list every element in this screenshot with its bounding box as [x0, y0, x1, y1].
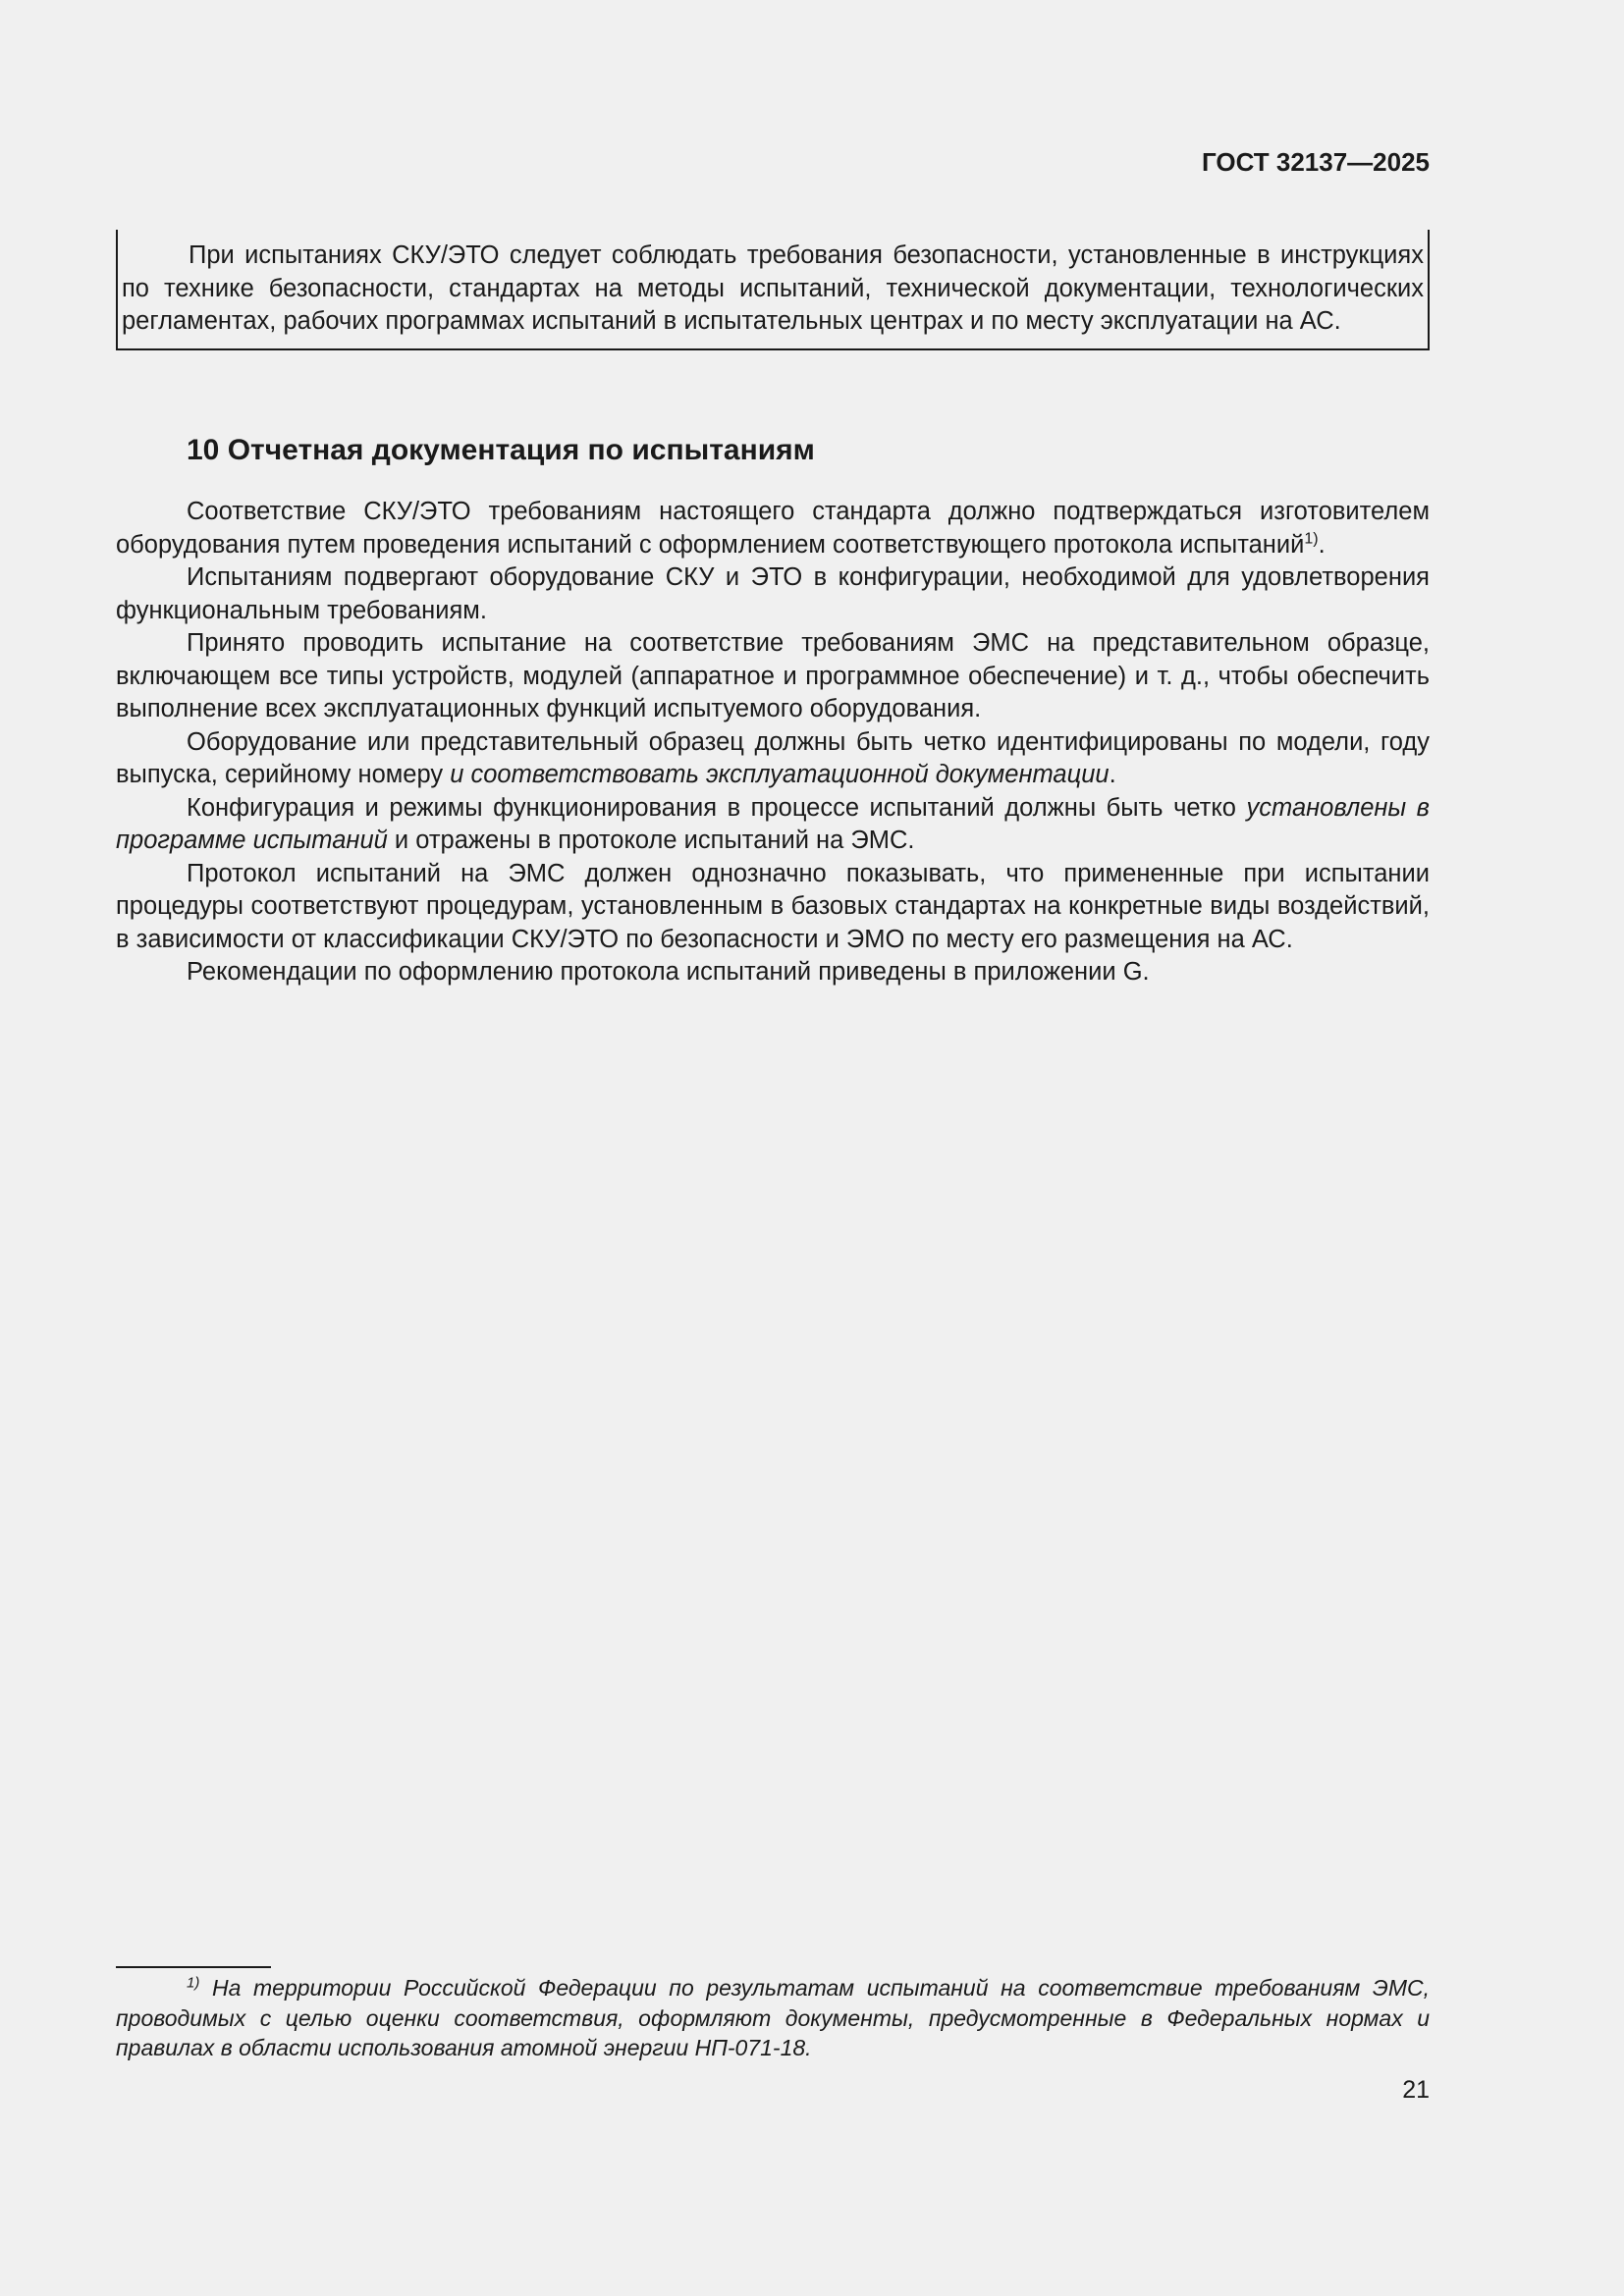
paragraph-4-end: .: [1109, 761, 1116, 788]
document-code-header: ГОСТ 32137—2025: [1202, 147, 1430, 177]
paragraph-4-start: Оборудование или представительный образец должны быть четко идентифицированы по модели, году выпуска, серийному номеру: [116, 727, 1430, 788]
boxed-note-text: При испытаниях СКУ/ЭТО следует соблюдать требования безопасности, установленные в инструкциях по технике безопасности, стандартах на методы испытаний, технической документации, технологических регламентах, рабочих программах испытаний в испытательных центрах и по месту эксплуатации на АС.: [122, 241, 1424, 335]
paragraph-6: Протокол испытаний на ЭМС должен однозначно показывать, что примененные при испытании процедуры соответствуют процедурам, установленным в базовых стандартах на конкретные виды воздействий, в зависимости от классификации СКУ/ЭТО по безопасности и ЭМО по месту его размещения на АС.: [116, 859, 1430, 953]
footnote-reference: 1): [1304, 530, 1319, 547]
paragraph-3: Принято проводить испытание на соответствие требованиям ЭМС на представительном образце, включающем все типы устройств, модулей (аппаратное и программное обеспечение) и т. д., чтобы обеспечить выполнение всех эксплуатационных функций испытуемого оборудования.: [116, 629, 1430, 722]
section-title: 10 Отчетная документация по испытаниям: [187, 434, 815, 466]
footnote: [116, 1973, 1430, 2063]
paragraph-5: [116, 792, 1430, 858]
paragraph-1: [116, 496, 1430, 561]
paragraph-5-start: Конфигурация и режимы функционирования в процессе испытаний должны быть четко: [187, 793, 1247, 822]
paragraph-1-end: .: [1318, 530, 1326, 559]
paragraph-5-end: и отражены в протоколе испытаний на ЭМС.: [387, 827, 915, 854]
paragraph-4: [116, 726, 1430, 792]
footnote-divider: [116, 1966, 271, 1968]
paragraph-4-italic: и соответствовать эксплуатационной документации: [450, 761, 1110, 788]
paragraph-1-text: Соответствие СКУ/ЭТО требованиям настоящего стандарта должно подтверждаться изготовителем оборудования путем проведения испытаний с оформлением соответствующего протокола испытаний: [116, 498, 1430, 559]
section-body: [116, 496, 1430, 989]
footnote-text: На территории Российской Федерации по результатам испытаний на соответствие требованиям ЭМС, проводимых с целью оценки соответствия, оформляют документы, предусмотренные в Федеральных нормах и правилах в области использования атомной энергии НП-071-18.: [116, 1975, 1430, 2060]
page-number: 21: [1402, 2076, 1430, 2104]
paragraph-5-italic: установлены в программе испытаний: [116, 793, 1430, 854]
paragraph-7: Рекомендации по оформлению протокола испытаний приведены в приложении G.: [187, 958, 1150, 986]
footnote-marker: 1): [187, 1974, 200, 1992]
paragraph-2: Испытаниям подвергают оборудование СКУ и ЭТО в конфигурации, необходимой для удовлетворения функциональным требованиям.: [116, 563, 1430, 624]
boxed-safety-note: [116, 230, 1430, 350]
